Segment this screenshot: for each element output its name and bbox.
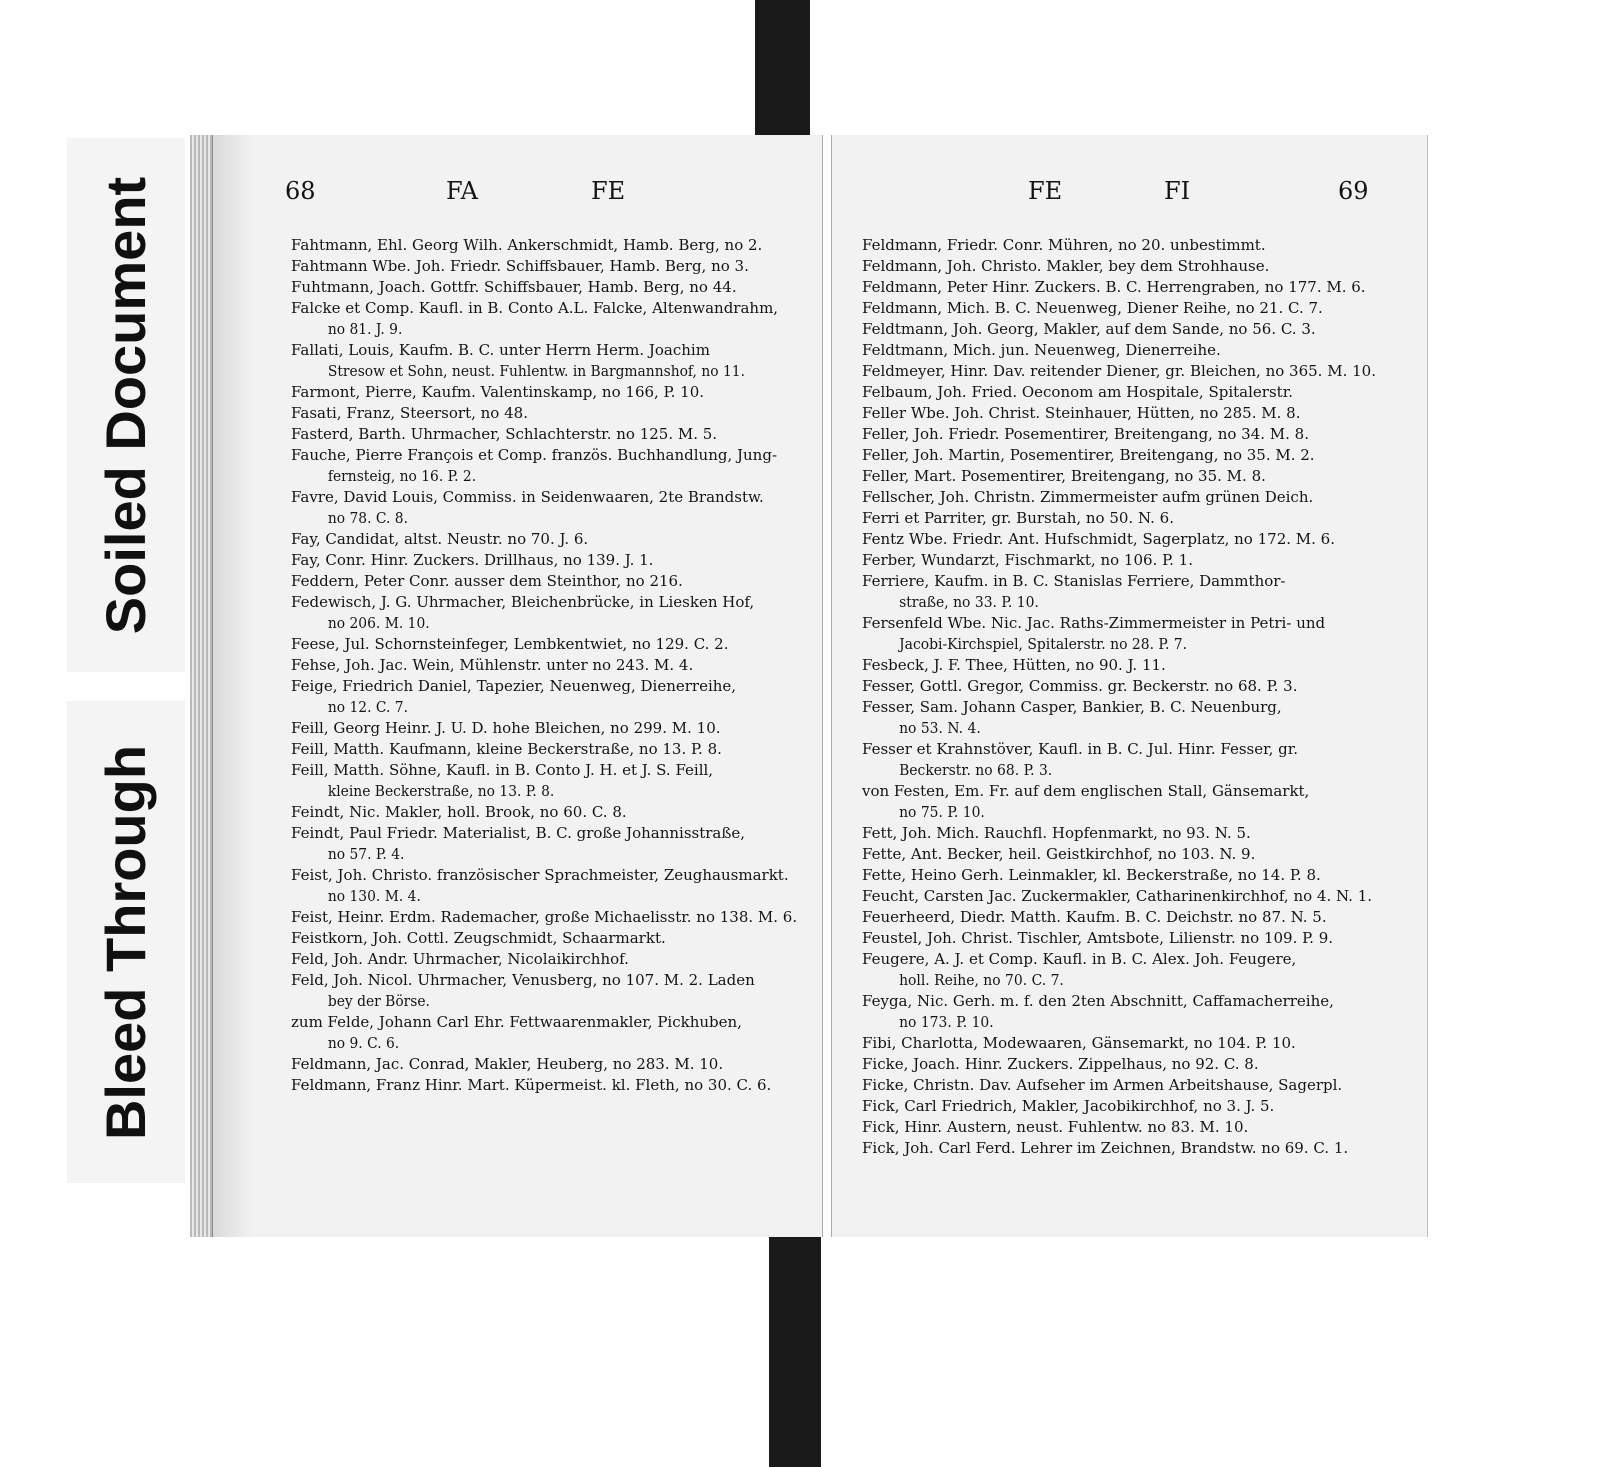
entry-continuation-line: Stresow et Sohn, neust. Fuhlentw. in Bargmannshof, no 11. xyxy=(327,362,745,380)
entry-line: Feill, Matth. Kaufmann, kleine Beckerstraße, no 13. P. 8. xyxy=(291,740,722,758)
directory-entry xyxy=(291,928,801,949)
entry-continuation-line: Jacobi-Kirchspiel, Spitalerstr. no 28. P. 7. xyxy=(899,635,1188,653)
entry-line: Fibi, Charlotta, Modewaaren, Gänsemarkt, no 104. P. 10. xyxy=(862,1034,1296,1052)
entry-line: Feindt, Paul Friedr. Materialist, B. C. große Johannisstraße, xyxy=(291,824,746,842)
directory-entry xyxy=(291,802,801,823)
entry-continuation-line: no 78. C. 8. xyxy=(327,509,408,527)
entry-line: Feistkorn, Joh. Cottl. Zeugschmidt, Schaarmarkt. xyxy=(291,929,666,947)
entry-continuation-line: Beckerstr. no 68. P. 3. xyxy=(899,761,1053,779)
entry-line: Falcke et Comp. Kaufl. in B. Conto A.L. Falcke, Altenwandrahm, xyxy=(291,299,779,317)
entry-line: Fahtmann Wbe. Joh. Friedr. Schiffsbauer, Hamb. Berg, no 3. xyxy=(291,257,749,275)
directory-entry xyxy=(291,382,801,403)
directory-entry xyxy=(862,844,1410,865)
directory-entry xyxy=(862,1054,1410,1075)
entry-line: Feller, Joh. Martin, Posementirer, Breitengang, no 35. M. 2. xyxy=(862,446,1315,464)
entry-line: Fick, Joh. Carl Ferd. Lehrer im Zeichnen, Brandstw. no 69. C. 1. xyxy=(862,1139,1349,1157)
right-page xyxy=(831,135,1428,1237)
entry-line: Fersenfeld Wbe. Nic. Jac. Raths-Zimmermeister in Petri- und xyxy=(862,614,1326,632)
directory-entry xyxy=(862,949,1410,991)
directory-entry xyxy=(291,256,801,277)
entry-line: Farmont, Pierre, Kaufm. Valentinskamp, no 166, P. 10. xyxy=(291,383,705,401)
entry-line: Fehse, Joh. Jac. Wein, Mühlenstr. unter no 243. M. 4. xyxy=(291,656,694,674)
entry-line: Fick, Carl Friedrich, Makler, Jacobikirchhof, no 3. J. 5. xyxy=(862,1097,1275,1115)
directory-entry xyxy=(291,739,801,760)
directory-entry xyxy=(862,613,1410,655)
entry-line: zum Felde, Johann Carl Ehr. Fettwaarenmakler, Pickhuben, xyxy=(291,1013,742,1031)
entry-line: Feese, Jul. Schornsteinfeger, Lembkentwiet, no 129. C. 2. xyxy=(291,635,729,653)
entry-continuation-line: bey der Börse. xyxy=(327,992,430,1010)
directory-entry xyxy=(862,382,1410,403)
entry-line: Feyga, Nic. Gerh. m. f. den 2ten Abschnitt, Caffamacherreihe, xyxy=(862,992,1334,1010)
entry-continuation-line: no 75. P. 10. xyxy=(899,803,985,821)
right-page-number: 69 xyxy=(1338,177,1369,205)
entry-line: Feustel, Joh. Christ. Tischler, Amtsbote, Lilienstr. no 109. P. 9. xyxy=(862,929,1334,947)
entry-line: Fasati, Franz, Steersort, no 48. xyxy=(291,404,528,422)
directory-entry xyxy=(862,340,1410,361)
entry-line: Feldtmann, Joh. Georg, Makler, auf dem Sande, no 56. C. 3. xyxy=(862,320,1316,338)
soiled-document-text: Soiled Document xyxy=(94,176,158,634)
entry-line: Fedewisch, J. G. Uhrmacher, Bleichenbrücke, in Liesken Hof, xyxy=(291,593,755,611)
entry-line: Feuerheerd, Diedr. Matth. Kaufm. B. C. Deichstr. no 87. N. 5. xyxy=(862,908,1327,926)
left-page xyxy=(212,135,823,1237)
entry-continuation-line: kleine Beckerstraße, no 13. P. 8. xyxy=(327,782,555,800)
entry-line: Fahtmann, Ehl. Georg Wilh. Ankerschmidt, Hamb. Berg, no 2. xyxy=(291,236,763,254)
entry-continuation-line: no 130. M. 4. xyxy=(327,887,421,905)
entry-continuation-line: no 57. P. 4. xyxy=(327,845,405,863)
entry-line: Feugere, A. J. et Comp. Kaufl. in B. C. Alex. Joh. Feugere, xyxy=(862,950,1297,968)
entry-continuation-line: no 9. C. 6. xyxy=(327,1034,400,1052)
directory-entry xyxy=(291,298,801,340)
right-head-letters-1: FE xyxy=(1028,177,1063,205)
entry-line: Feldtmann, Mich. jun. Neuenweg, Dienerreihe. xyxy=(862,341,1221,359)
directory-entry xyxy=(862,907,1410,928)
entry-continuation-line: no 206. M. 10. xyxy=(327,614,430,632)
directory-entry xyxy=(291,949,801,970)
directory-entry xyxy=(291,592,801,634)
entry-line: Feddern, Peter Conr. ausser dem Steinthor, no 216. xyxy=(291,572,683,590)
entry-line: Ferriere, Kaufm. in B. C. Stanislas Ferriere, Dammthor- xyxy=(862,572,1286,590)
left-entry-list xyxy=(291,235,801,1096)
directory-entry xyxy=(291,529,801,550)
bleed-through-text: Bleed Through xyxy=(94,744,158,1140)
directory-entry xyxy=(862,235,1410,256)
directory-entry xyxy=(291,634,801,655)
directory-entry xyxy=(291,655,801,676)
directory-entry xyxy=(862,550,1410,571)
directory-entry xyxy=(862,445,1410,466)
entry-line: Feldmann, Friedr. Conr. Mühren, no 20. unbestimmt. xyxy=(862,236,1266,254)
entry-line: Fauche, Pierre François et Comp. französ. Buchhandlung, Jung- xyxy=(291,446,778,464)
directory-entry xyxy=(862,739,1410,781)
directory-entry xyxy=(862,256,1410,277)
entry-line: Feldmann, Peter Hinr. Zuckers. B. C. Herrengraben, no 177. M. 6. xyxy=(862,278,1366,296)
right-head-letters-2: FI xyxy=(1164,177,1191,205)
entry-line: Fentz Wbe. Friedr. Ant. Hufschmidt, Sagerplatz, no 172. M. 6. xyxy=(862,530,1335,548)
directory-entry xyxy=(862,697,1410,739)
entry-line: Feucht, Carsten Jac. Zuckermakler, Catharinenkirchhof, no 4. N. 1. xyxy=(862,887,1373,905)
directory-entry xyxy=(291,760,801,802)
entry-line: Felbaum, Joh. Fried. Oeconom am Hospitale, Spitalerstr. xyxy=(862,383,1293,401)
directory-entry xyxy=(291,571,801,592)
directory-entry xyxy=(862,403,1410,424)
entry-line: Fesser, Sam. Johann Casper, Bankier, B. C. Neuenburg, xyxy=(862,698,1282,716)
directory-entry xyxy=(862,781,1410,823)
entry-line: Fellscher, Joh. Christn. Zimmermeister aufm grünen Deich. xyxy=(862,488,1314,506)
directory-entry xyxy=(862,886,1410,907)
directory-entry xyxy=(291,550,801,571)
entry-line: Fuhtmann, Joach. Gottfr. Schiffsbauer, Hamb. Berg, no 44. xyxy=(291,278,737,296)
entry-line: Feller, Mart. Posementirer, Breitengang, no 35. M. 8. xyxy=(862,467,1266,485)
directory-entry xyxy=(862,424,1410,445)
bookmark-ribbon-top xyxy=(755,0,810,138)
left-page-number: 68 xyxy=(285,177,316,205)
directory-entry xyxy=(862,1033,1410,1054)
entry-line: Feige, Friedrich Daniel, Tapezier, Neuenweg, Dienerreihe, xyxy=(291,677,737,695)
directory-entry xyxy=(291,403,801,424)
directory-entry xyxy=(291,445,801,487)
bookmark-ribbon-bottom xyxy=(769,1225,821,1467)
directory-entry xyxy=(291,823,801,865)
entry-line: Feill, Matth. Söhne, Kaufl. in B. Conto J. H. et J. S. Feill, xyxy=(291,761,714,779)
soiled-document-label xyxy=(67,138,185,672)
directory-entry xyxy=(862,298,1410,319)
entry-line: Fay, Candidat, altst. Neustr. no 70. J. 6. xyxy=(291,530,589,548)
entry-line: Ferri et Parriter, gr. Burstah, no 50. N. 6. xyxy=(862,509,1174,527)
directory-entry xyxy=(291,235,801,256)
entry-line: Favre, David Louis, Commiss. in Seidenwaaren, 2te Brandstw. xyxy=(291,488,764,506)
entry-line: Fasterd, Barth. Uhrmacher, Schlachterstr. no 125. M. 5. xyxy=(291,425,718,443)
directory-entry xyxy=(291,1012,801,1054)
entry-line: Fay, Conr. Hinr. Zuckers. Drillhaus, no 139. J. 1. xyxy=(291,551,654,569)
entry-line: Fesser, Gottl. Gregor, Commiss. gr. Beckerstr. no 68. P. 3. xyxy=(862,677,1298,695)
entry-continuation-line: no 173. P. 10. xyxy=(899,1013,994,1031)
entry-continuation-line: no 53. N. 4. xyxy=(899,719,981,737)
entry-line: Fallati, Louis, Kaufm. B. C. unter Herrn Herm. Joachim xyxy=(291,341,710,359)
entry-line: Fick, Hinr. Austern, neust. Fuhlentw. no 83. M. 10. xyxy=(862,1118,1249,1136)
entry-continuation-line: straße, no 33. P. 10. xyxy=(899,593,1039,611)
entry-line: Feldmann, Jac. Conrad, Makler, Heuberg, no 283. M. 10. xyxy=(291,1055,724,1073)
directory-entry xyxy=(862,571,1410,613)
directory-entry xyxy=(291,487,801,529)
bleed-through-label xyxy=(67,701,185,1183)
entry-line: Ficke, Christn. Dav. Aufseher im Armen Arbeitshause, Sagerpl. xyxy=(862,1076,1343,1094)
entry-line: Feldmann, Joh. Christo. Makler, bey dem Strohhause. xyxy=(862,257,1270,275)
directory-entry xyxy=(862,1117,1410,1138)
entry-continuation-line: no 81. J. 9. xyxy=(327,320,403,338)
directory-entry xyxy=(862,865,1410,886)
entry-line: Feller Wbe. Joh. Christ. Steinhauer, Hütten, no 285. M. 8. xyxy=(862,404,1301,422)
directory-entry xyxy=(291,277,801,298)
left-head-letters-1: FA xyxy=(446,177,478,205)
directory-entry xyxy=(291,340,801,382)
directory-entry xyxy=(862,319,1410,340)
directory-entry xyxy=(862,991,1410,1033)
book-page-edges xyxy=(190,135,214,1237)
entry-line: Fette, Ant. Becker, heil. Geistkirchhof, no 103. N. 9. xyxy=(862,845,1256,863)
directory-entry xyxy=(862,928,1410,949)
entry-line: Feld, Joh. Andr. Uhrmacher, Nicolaikirchhof. xyxy=(291,950,629,968)
directory-entry xyxy=(862,1138,1410,1159)
directory-entry xyxy=(862,823,1410,844)
directory-entry xyxy=(862,529,1410,550)
right-entry-list xyxy=(862,235,1410,1159)
directory-entry xyxy=(291,865,801,907)
entry-line: Fesbeck, J. F. Thee, Hütten, no 90. J. 11. xyxy=(862,656,1166,674)
entry-line: Feill, Georg Heinr. J. U. D. hohe Bleichen, no 299. M. 10. xyxy=(291,719,721,737)
directory-entry xyxy=(862,1096,1410,1117)
directory-entry xyxy=(862,676,1410,697)
directory-entry xyxy=(862,508,1410,529)
entry-line: Feller, Joh. Friedr. Posementirer, Breitengang, no 34. M. 8. xyxy=(862,425,1309,443)
entry-line: Ficke, Joach. Hinr. Zuckers. Zippelhaus, no 92. C. 8. xyxy=(862,1055,1259,1073)
entry-line: Fett, Joh. Mich. Rauchfl. Hopfenmarkt, no 93. N. 5. xyxy=(862,824,1251,842)
entry-continuation-line: no 12. C. 7. xyxy=(327,698,408,716)
entry-line: Feldmann, Mich. B. C. Neuenweg, Diener Reihe, no 21. C. 7. xyxy=(862,299,1323,317)
directory-entry xyxy=(862,361,1410,382)
entry-line: Ferber, Wundarzt, Fischmarkt, no 106. P. 1. xyxy=(862,551,1193,569)
entry-line: Feist, Heinr. Erdm. Rademacher, große Michaelisstr. no 138. M. 6. xyxy=(291,908,798,926)
directory-entry xyxy=(291,676,801,718)
directory-entry xyxy=(862,466,1410,487)
directory-entry xyxy=(862,1075,1410,1096)
directory-entry xyxy=(862,487,1410,508)
entry-continuation-line: holl. Reihe, no 70. C. 7. xyxy=(899,971,1064,989)
directory-entry xyxy=(291,718,801,739)
directory-entry xyxy=(862,655,1410,676)
entry-continuation-line: fernsteig, no 16. P. 2. xyxy=(327,467,477,485)
directory-entry xyxy=(291,1075,801,1096)
directory-entry xyxy=(291,907,801,928)
entry-line: Feldmeyer, Hinr. Dav. reitender Diener, gr. Bleichen, no 365. M. 10. xyxy=(862,362,1376,380)
entry-line: Fesser et Krahnstöver, Kaufl. in B. C. Jul. Hinr. Fesser, gr. xyxy=(862,740,1299,758)
entry-line: Feist, Joh. Christo. französischer Sprachmeister, Zeughausmarkt. xyxy=(291,866,789,884)
directory-entry xyxy=(862,277,1410,298)
directory-entry xyxy=(291,970,801,1012)
directory-entry xyxy=(291,1054,801,1075)
directory-entry xyxy=(291,424,801,445)
left-head-letters-2: FE xyxy=(591,177,626,205)
entry-line: Feld, Joh. Nicol. Uhrmacher, Venusberg, no 107. M. 2. Laden xyxy=(291,971,755,989)
entry-line: von Festen, Em. Fr. auf dem englischen Stall, Gänsemarkt, xyxy=(862,782,1310,800)
entry-line: Feldmann, Franz Hinr. Mart. Küpermeist. kl. Fleth, no 30. C. 6. xyxy=(291,1076,772,1094)
entry-line: Feindt, Nic. Makler, holl. Brook, no 60. C. 8. xyxy=(291,803,627,821)
entry-line: Fette, Heino Gerh. Leinmakler, kl. Beckerstraße, no 14. P. 8. xyxy=(862,866,1321,884)
